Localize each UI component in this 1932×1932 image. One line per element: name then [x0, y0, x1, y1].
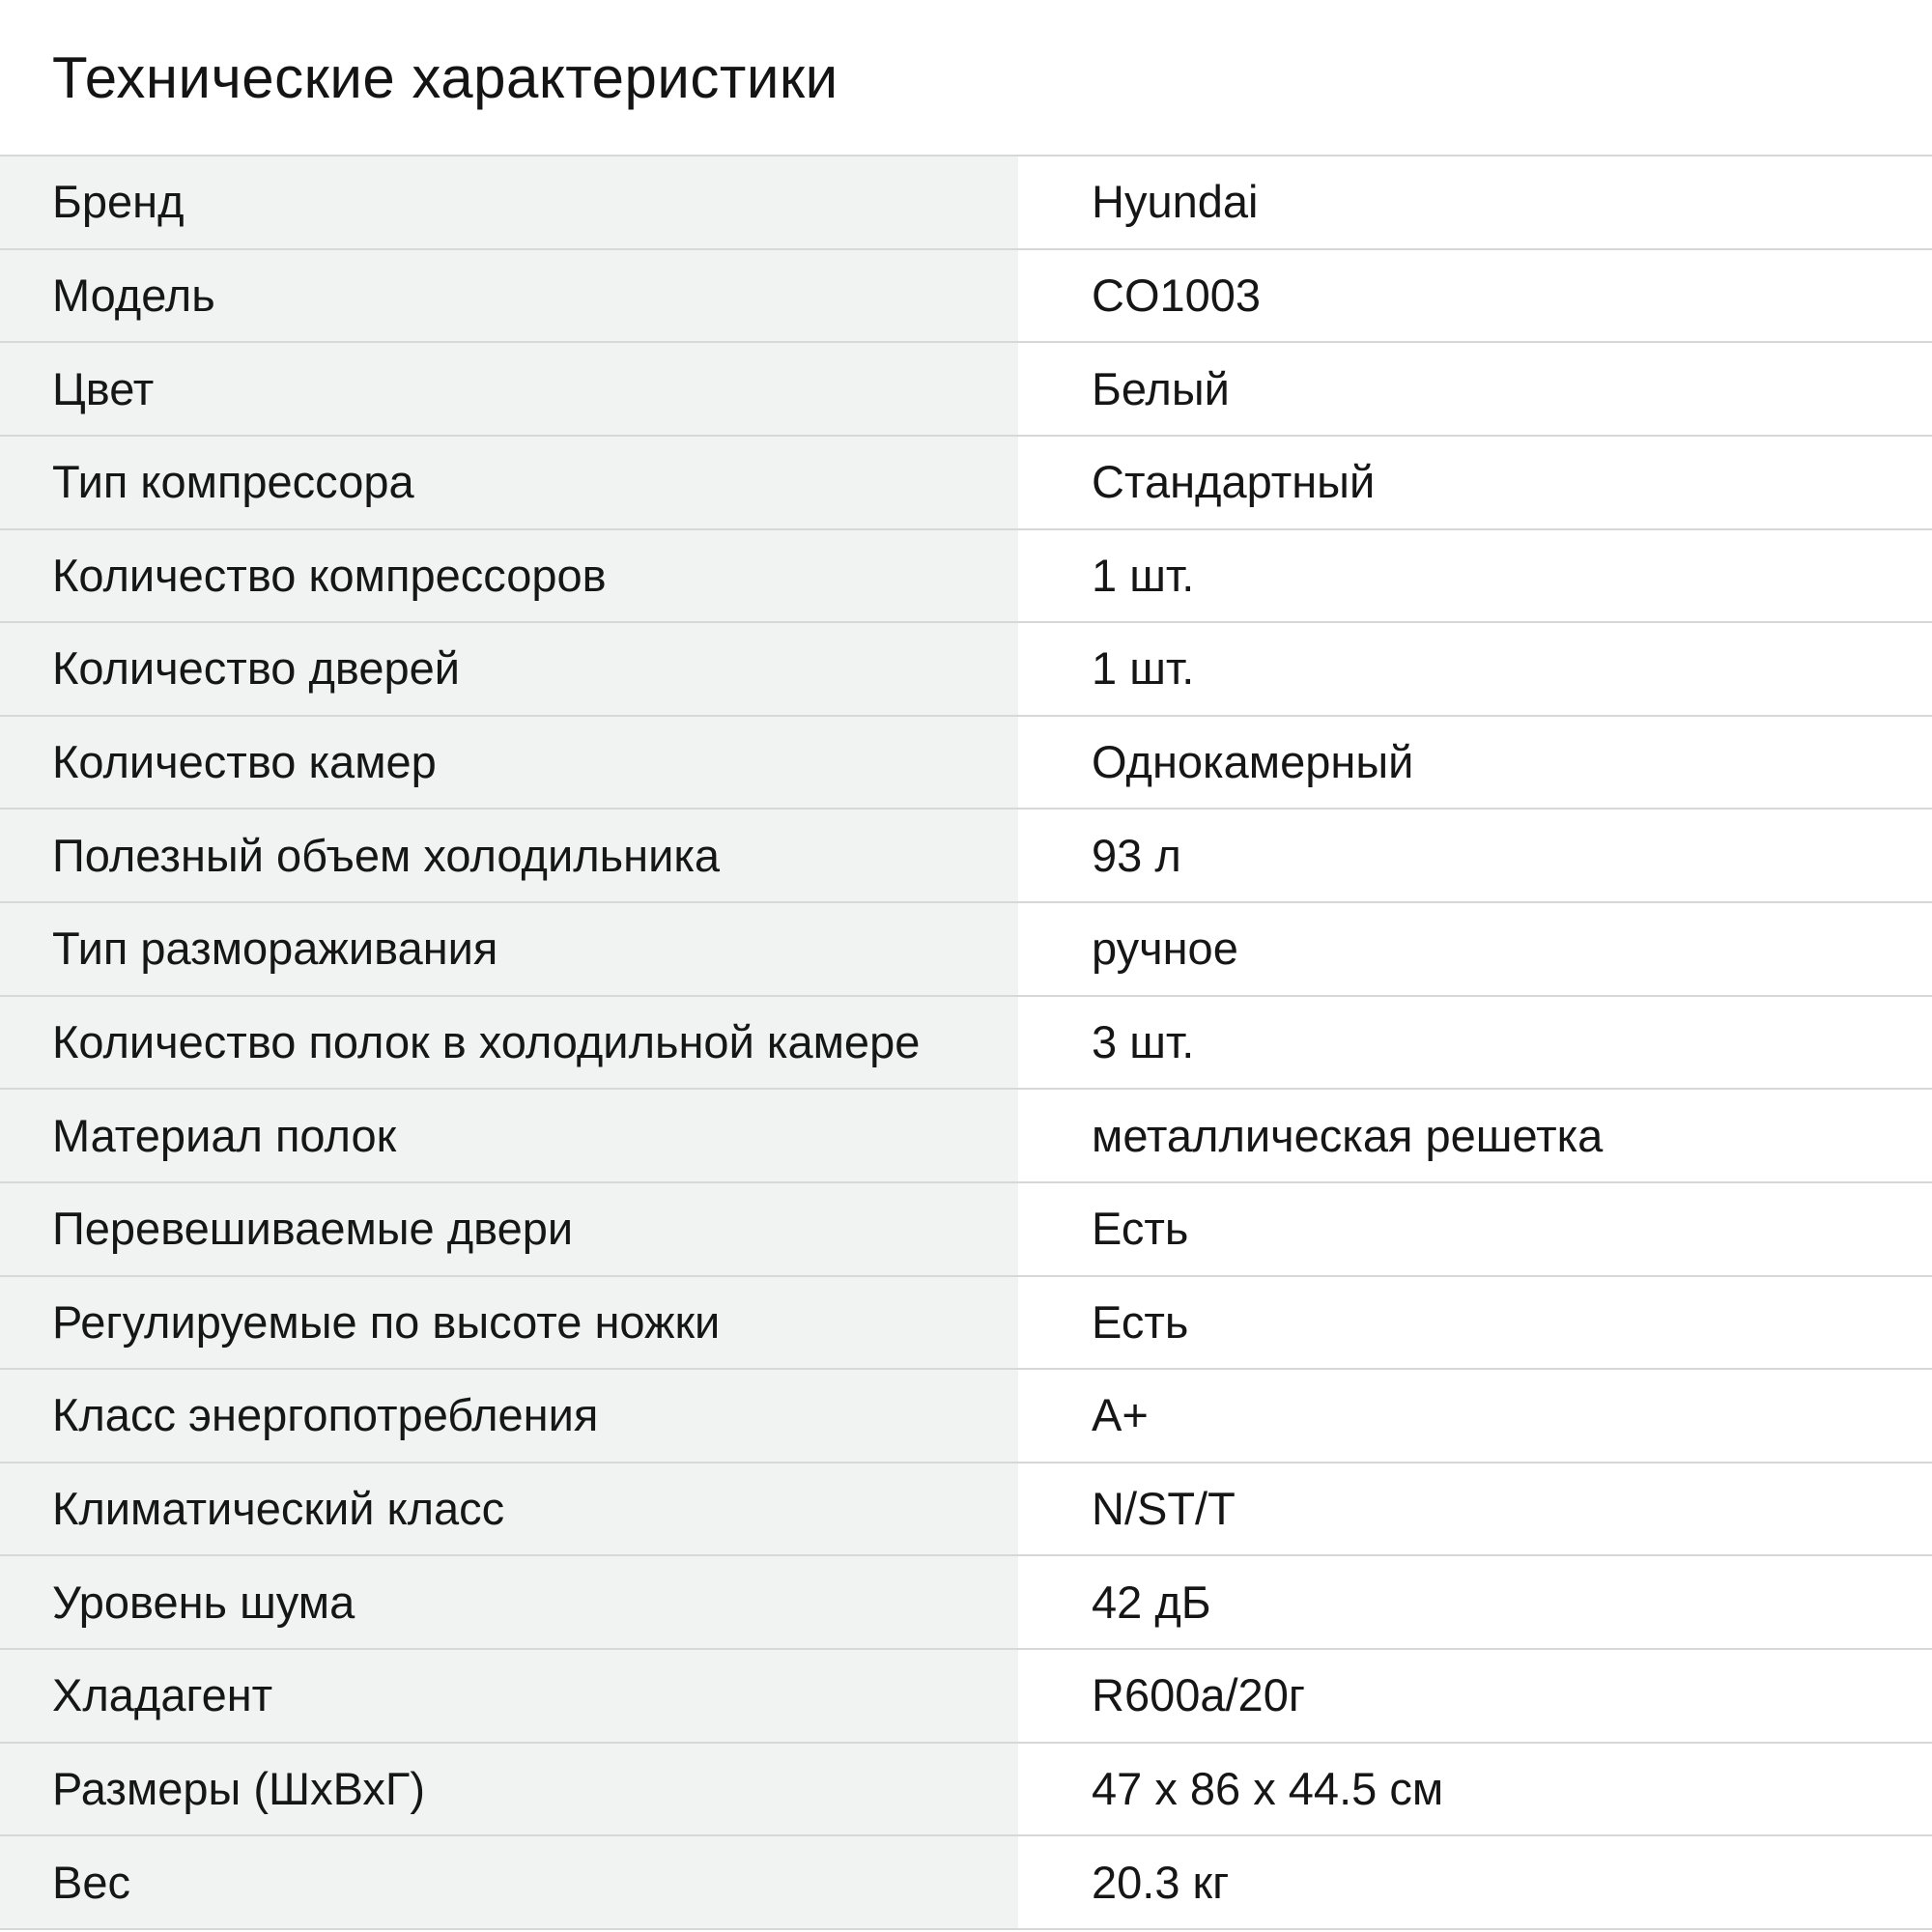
section-header [0, 0, 1932, 155]
spec-label: Вес [52, 1856, 130, 1908]
table-row [0, 1742, 1932, 1835]
spec-label: Цвет [52, 362, 155, 414]
spec-label-cell [0, 623, 1018, 715]
spec-label-cell [0, 1556, 1018, 1648]
spec-value-cell [1018, 156, 1932, 248]
spec-label: Регулируемые по высоте ножки [52, 1295, 721, 1348]
spec-value: 20.3 кг [1092, 1856, 1230, 1908]
spec-value-cell [1018, 1744, 1932, 1835]
table-row [0, 1554, 1932, 1648]
spec-value-cell [1018, 250, 1932, 342]
table-row [0, 248, 1932, 342]
spec-value: N/ST/T [1092, 1483, 1236, 1535]
table-row [0, 1368, 1932, 1462]
spec-label: Перевешиваемые двери [52, 1203, 574, 1255]
spec-label-cell [0, 437, 1018, 528]
spec-value: Белый [1092, 362, 1230, 414]
spec-label-cell [0, 250, 1018, 342]
spec-value-cell [1018, 1183, 1932, 1275]
spec-label-cell [0, 1090, 1018, 1181]
table-row [0, 341, 1932, 435]
spec-label-cell [0, 1370, 1018, 1462]
spec-value-cell [1018, 437, 1932, 528]
spec-label: Размеры (ШхВхГ) [52, 1762, 426, 1814]
spec-value-cell [1018, 1836, 1932, 1928]
spec-value-cell [1018, 1370, 1932, 1462]
spec-label-cell [0, 1277, 1018, 1369]
spec-value: Есть [1092, 1295, 1189, 1348]
spec-label-cell [0, 1744, 1018, 1835]
spec-table [0, 155, 1932, 1930]
spec-value: A+ [1092, 1389, 1149, 1441]
table-row [0, 1275, 1932, 1369]
spec-label: Количество компрессоров [52, 549, 607, 601]
spec-label: Хладагент [52, 1669, 273, 1721]
spec-label: Модель [52, 269, 215, 321]
spec-label-cell [0, 997, 1018, 1089]
spec-value-cell [1018, 1090, 1932, 1181]
spec-label: Полезный объем холодильника [52, 829, 721, 881]
spec-label-cell [0, 1463, 1018, 1555]
spec-value: 93 л [1092, 829, 1181, 881]
table-row [0, 1834, 1932, 1928]
spec-value-cell [1018, 530, 1932, 622]
spec-value-cell [1018, 717, 1932, 809]
spec-value-cell [1018, 810, 1932, 901]
spec-value: Hyundai [1092, 176, 1259, 228]
table-row [0, 1648, 1932, 1742]
spec-label-cell [0, 1836, 1018, 1928]
spec-value: металлическая решетка [1092, 1109, 1604, 1161]
spec-label: Класс энергопотребления [52, 1389, 599, 1441]
spec-value: R600a/20г [1092, 1669, 1305, 1721]
spec-label: Климатический класс [52, 1483, 505, 1535]
spec-value-cell [1018, 1650, 1932, 1742]
spec-label-cell [0, 343, 1018, 435]
spec-value-cell [1018, 623, 1932, 715]
spec-label-cell [0, 530, 1018, 622]
spec-value-cell [1018, 1556, 1932, 1648]
spec-value: 47 x 86 x 44.5 см [1092, 1762, 1444, 1814]
spec-label: Бренд [52, 176, 185, 228]
table-row [0, 1088, 1932, 1181]
spec-label-cell [0, 810, 1018, 901]
spec-label-cell [0, 1650, 1018, 1742]
spec-label: Материал полок [52, 1109, 397, 1161]
spec-value-cell [1018, 1463, 1932, 1555]
spec-label-cell [0, 156, 1018, 248]
spec-label: Количество камер [52, 736, 437, 788]
spec-label-cell [0, 1183, 1018, 1275]
spec-value-cell [1018, 997, 1932, 1089]
spec-value: Стандартный [1092, 456, 1376, 508]
table-row [0, 1462, 1932, 1555]
spec-label: Количество полок в холодильной камере [52, 1015, 921, 1067]
page-title: Технические характеристики [52, 44, 838, 110]
table-row [0, 1181, 1932, 1275]
spec-label-cell [0, 717, 1018, 809]
spec-label-cell [0, 903, 1018, 995]
table-row [0, 715, 1932, 809]
spec-value-cell [1018, 903, 1932, 995]
spec-value-cell [1018, 1277, 1932, 1369]
spec-value: Однокамерный [1092, 736, 1414, 788]
spec-value: 1 шт. [1092, 549, 1195, 601]
spec-value: CO1003 [1092, 269, 1262, 321]
table-row [0, 155, 1932, 248]
spec-value: Есть [1092, 1203, 1189, 1255]
table-row [0, 528, 1932, 622]
table-row [0, 995, 1932, 1089]
spec-label: Количество дверей [52, 642, 460, 695]
spec-label: Тип компрессора [52, 456, 414, 508]
spec-value: 42 дБ [1092, 1576, 1211, 1628]
spec-label: Уровень шума [52, 1576, 355, 1628]
table-row [0, 808, 1932, 901]
spec-value: ручное [1092, 923, 1238, 975]
table-row [0, 435, 1932, 528]
spec-value: 3 шт. [1092, 1015, 1195, 1067]
table-row [0, 621, 1932, 715]
spec-value: 1 шт. [1092, 642, 1195, 695]
table-row [0, 901, 1932, 995]
spec-value-cell [1018, 343, 1932, 435]
spec-label: Тип размораживания [52, 923, 498, 975]
